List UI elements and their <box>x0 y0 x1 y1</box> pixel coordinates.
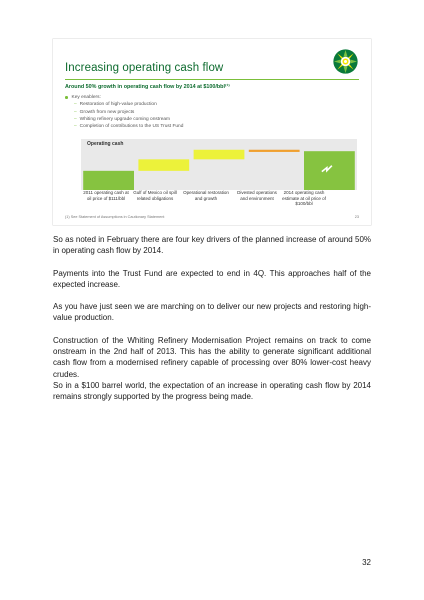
slide-footnote: (1) See Statement of Assumptions in Cautionary Statement <box>65 215 165 219</box>
slide-number: 23 <box>354 215 359 219</box>
page-number: 32 <box>362 558 371 567</box>
bullet-item-text: Whiting refinery upgrade coming onstream <box>79 116 171 122</box>
dash-icon: – <box>74 109 77 115</box>
bullet-heading: Key enablers: <box>71 95 101 100</box>
category-label: Operational restoration and growth <box>183 190 229 201</box>
bullet-item <box>65 109 183 116</box>
category-label: 2011 operating cash at oil price of $111/bbl <box>83 190 129 201</box>
body-paragraph: So in a $100 barrel world, the expectation of an increase in operating cash flow by 2014 remains strongly supported by the progress being made. <box>53 381 371 402</box>
waterfall-bar <box>83 171 134 190</box>
category-label: 2014 operating cash estimate at oil price of $100/bbl <box>282 190 326 207</box>
slide-title: Increasing operating cash flow <box>65 62 224 74</box>
body-paragraph: Construction of the Whiting Refinery Modernisation Project remains on track to come onstream in the 2nd half of 2013. This has the ability to generate significant additional cash flow from a modernised refinery capable of processing over 80% lower-cost heavy crudes. <box>53 336 371 379</box>
body-paragraph: So as noted in February there are four key drivers of the planned increase of around 50% in operating cash flow by 2014. <box>53 235 371 256</box>
bullet-heading-row <box>65 94 183 101</box>
bullet-item-text: Growth from new projects <box>79 109 135 115</box>
bullet-list <box>65 94 183 130</box>
dash-icon: – <box>74 102 77 108</box>
slide-subtitle: Around 50% growth in operating cash flow by 2014 at $100/bbl⁽¹⁾ <box>65 84 230 90</box>
bullet-item-text: Completion of contributions to the US Trust Fund <box>79 124 184 130</box>
category-label: Divested operations and environment <box>237 190 277 201</box>
dash-icon: – <box>74 116 77 122</box>
bullet-dot-icon <box>65 96 68 99</box>
dash-icon: – <box>74 124 77 130</box>
body-paragraph: As you have just seen we are marching on to deliver our new projects and restoring high-value production. <box>53 302 371 323</box>
bp-helios-logo-icon <box>332 48 359 75</box>
bullet-item <box>65 101 183 108</box>
title-divider <box>65 79 359 80</box>
waterfall-chart <box>81 139 357 190</box>
bullet-item <box>65 116 183 123</box>
waterfall-bar <box>304 151 355 190</box>
presentation-slide <box>53 39 371 225</box>
chart-ylabel: Operating cash <box>87 141 124 147</box>
body-paragraph: Payments into the Trust Fund are expected to end in 4Q. This approaches half of the expected increase. <box>53 269 371 290</box>
waterfall-bar <box>249 150 300 152</box>
bullet-item <box>65 123 183 130</box>
category-label: Gulf of Mexico oil spill related obligations <box>133 190 177 201</box>
bullet-item-text: Restoration of high-value production <box>79 102 157 108</box>
waterfall-bar <box>194 150 245 160</box>
waterfall-bar <box>138 159 189 171</box>
